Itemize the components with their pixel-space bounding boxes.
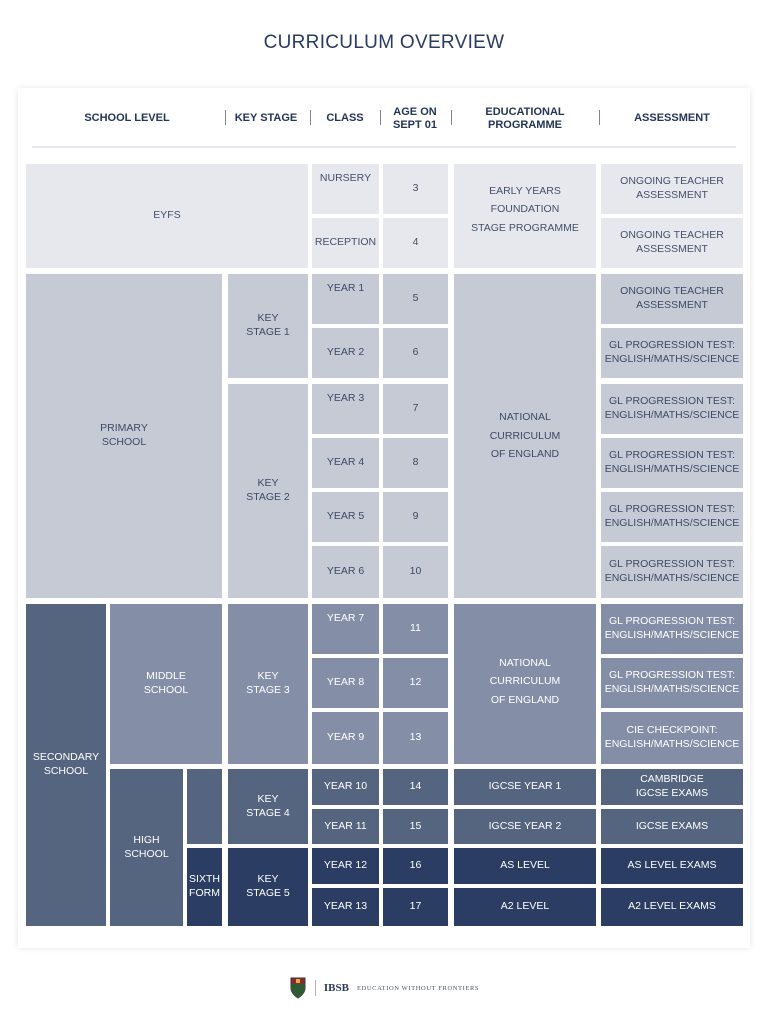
age-cell: 4 xyxy=(383,218,448,268)
school-crest-icon xyxy=(289,976,307,1000)
programme-a2-level: A2 LEVEL xyxy=(454,888,596,926)
class-cell: YEAR 2 xyxy=(312,328,379,378)
age-cell: 12 xyxy=(383,658,448,708)
assessment-cell: ONGOING TEACHER ASSESSMENT xyxy=(601,274,743,324)
header-class: CLASS xyxy=(326,112,364,125)
header-separator xyxy=(451,110,452,125)
key-stage-3: KEY STAGE 3 xyxy=(228,604,308,764)
assessment-cell: GL PROGRESSION TEST: ENGLISH/MATHS/SCIENCE xyxy=(601,328,743,378)
level-sixth-form: SIXTH FORM xyxy=(187,848,222,926)
level-eyfs: EYFS xyxy=(26,164,308,268)
header-key-stage: KEY STAGE xyxy=(234,112,298,125)
header-age: AGE ON SEPT 01 xyxy=(392,105,438,131)
level-high-school-strip xyxy=(187,769,222,844)
header-school-level: SCHOOL LEVEL xyxy=(84,112,170,125)
age-cell: 8 xyxy=(383,438,448,488)
assessment-cell: GL PROGRESSION TEST: ENGLISH/MATHS/SCIENCE xyxy=(601,384,743,434)
footer xyxy=(0,975,768,1001)
header-separator xyxy=(225,110,226,125)
programme-igcse-year-1: IGCSE YEAR 1 xyxy=(454,769,596,805)
page-title: CURRICULUM OVERVIEW xyxy=(263,32,505,53)
class-cell: YEAR 1 xyxy=(312,274,379,324)
programme-as-level: AS LEVEL xyxy=(454,848,596,884)
age-cell: 6 xyxy=(383,328,448,378)
footer-tagline: EDUCATION WITHOUT FRONTIERS xyxy=(356,984,480,992)
class-cell: YEAR 12 xyxy=(312,848,379,884)
header-separator xyxy=(380,110,381,125)
header-programme: EDUCATIONAL PROGRAMME xyxy=(485,105,565,131)
class-cell: YEAR 13 xyxy=(312,888,379,926)
age-cell: 11 xyxy=(383,604,448,654)
class-cell: RECEPTION xyxy=(312,218,379,268)
age-cell: 13 xyxy=(383,712,448,764)
age-cell: 14 xyxy=(383,769,448,805)
level-secondary-school: SECONDARY SCHOOL xyxy=(26,604,106,926)
age-cell: 15 xyxy=(383,809,448,844)
class-cell: YEAR 10 xyxy=(312,769,379,805)
age-cell: 10 xyxy=(383,546,448,598)
assessment-cell: GL PROGRESSION TEST: ENGLISH/MATHS/SCIENCE xyxy=(601,546,743,598)
assessment-cell: GL PROGRESSION TEST: ENGLISH/MATHS/SCIENCE xyxy=(601,438,743,488)
assessment-cell: CIE CHECKPOINT: ENGLISH/MATHS/SCIENCE xyxy=(601,712,743,764)
assessment-cell: ONGOING TEACHER ASSESSMENT xyxy=(601,164,743,214)
age-cell: 5 xyxy=(383,274,448,324)
assessment-cell: A2 LEVEL EXAMS xyxy=(601,888,743,926)
age-cell: 9 xyxy=(383,492,448,542)
age-cell: 16 xyxy=(383,848,448,884)
level-high-school: HIGH SCHOOL xyxy=(110,769,183,926)
assessment-cell: AS LEVEL EXAMS xyxy=(601,848,743,884)
class-cell: YEAR 11 xyxy=(312,809,379,844)
class-cell: YEAR 8 xyxy=(312,658,379,708)
class-cell: YEAR 4 xyxy=(312,438,379,488)
programme-eyfs: EARLY YEARS FOUNDATION STAGE PROGRAMME xyxy=(454,164,596,268)
class-cell: NURSERY xyxy=(312,164,379,214)
programme-igcse-year-2: IGCSE YEAR 2 xyxy=(454,809,596,844)
class-cell: YEAR 6 xyxy=(312,546,379,598)
header-separator xyxy=(310,110,311,125)
programme-national-curriculum-middle: NATIONAL CURRICULUM OF ENGLAND xyxy=(454,604,596,764)
assessment-cell: CAMBRIDGE IGCSE EXAMS xyxy=(601,769,743,805)
key-stage-5: KEY STAGE 5 xyxy=(228,848,308,926)
header-divider xyxy=(32,146,736,148)
assessment-cell: IGCSE EXAMS xyxy=(601,809,743,844)
class-cell: YEAR 7 xyxy=(312,604,379,654)
assessment-cell: GL PROGRESSION TEST: ENGLISH/MATHS/SCIENCE xyxy=(601,658,743,708)
age-cell: 3 xyxy=(383,164,448,214)
assessment-cell: GL PROGRESSION TEST: ENGLISH/MATHS/SCIENCE xyxy=(601,604,743,654)
age-cell: 17 xyxy=(383,888,448,926)
class-cell: YEAR 3 xyxy=(312,384,379,434)
header-assessment: ASSESSMENT xyxy=(634,112,710,125)
key-stage-2: KEY STAGE 2 xyxy=(228,384,308,598)
header-separator xyxy=(599,110,600,125)
footer-brand: IBSB xyxy=(323,982,349,994)
class-cell: YEAR 9 xyxy=(312,712,379,764)
level-middle-school: MIDDLE SCHOOL xyxy=(110,604,222,764)
assessment-cell: GL PROGRESSION TEST: ENGLISH/MATHS/SCIENCE xyxy=(601,492,743,542)
class-cell: YEAR 5 xyxy=(312,492,379,542)
level-primary-school: PRIMARY SCHOOL xyxy=(26,274,222,598)
footer-separator xyxy=(315,980,316,996)
programme-national-curriculum-primary: NATIONAL CURRICULUM OF ENGLAND xyxy=(454,274,596,598)
key-stage-1: KEY STAGE 1 xyxy=(228,274,308,378)
assessment-cell: ONGOING TEACHER ASSESSMENT xyxy=(601,218,743,268)
age-cell: 7 xyxy=(383,384,448,434)
key-stage-4: KEY STAGE 4 xyxy=(228,769,308,844)
